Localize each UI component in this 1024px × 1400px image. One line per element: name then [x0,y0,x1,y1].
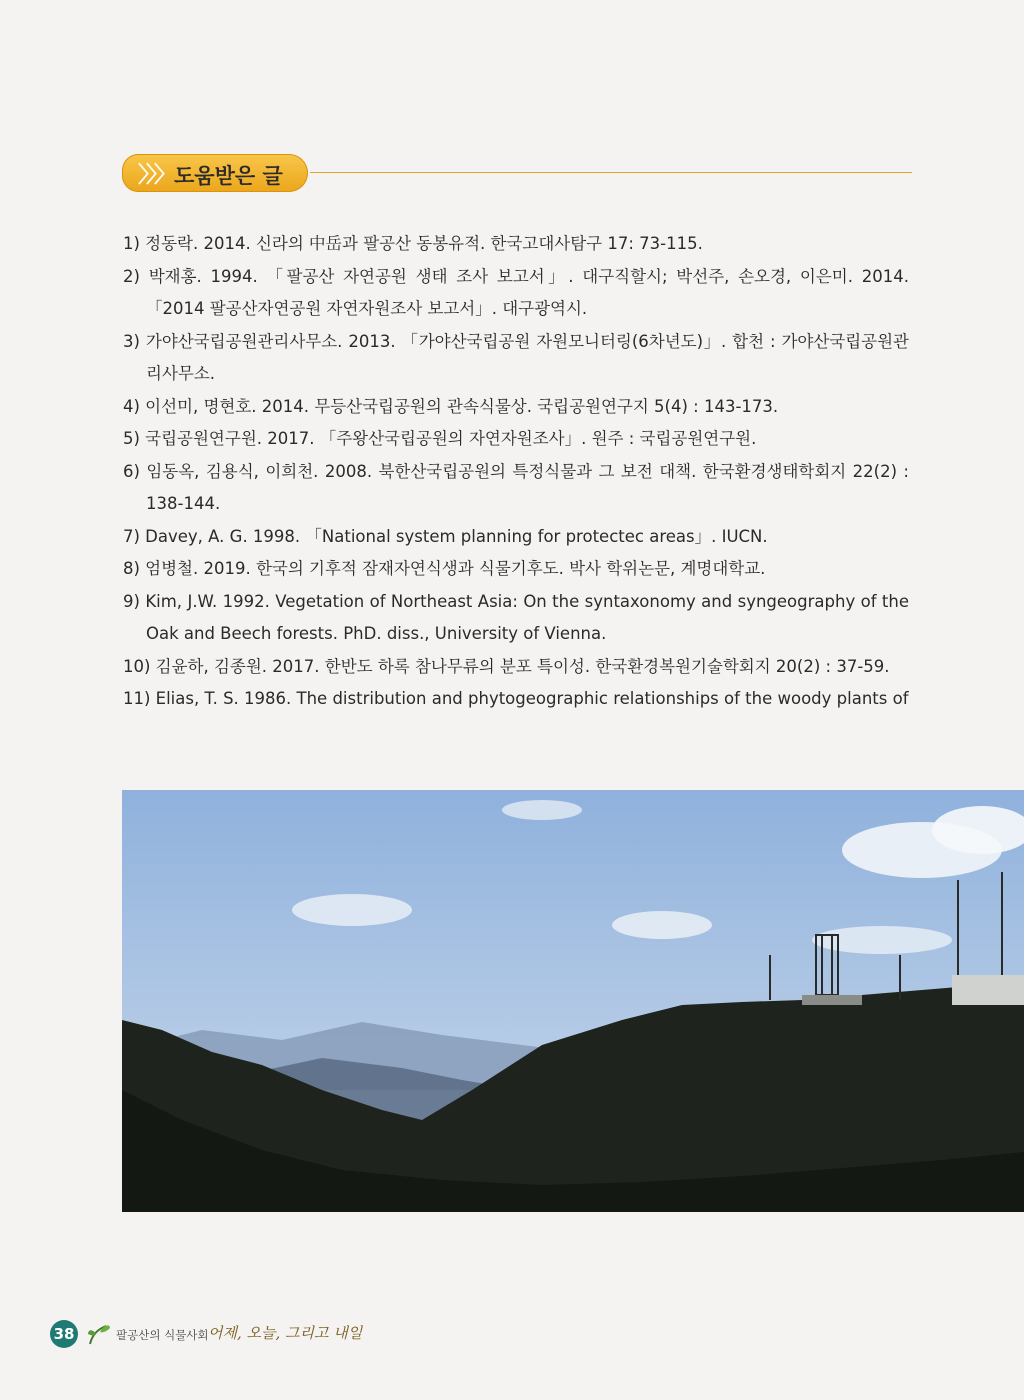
reference-item: 6) 임동옥, 김용식, 이희천. 2008. 북한산국립공원의 특정식물과 그 보전 대책. 한국환경생태학회지 22(2) : 138-144. [123,461,909,513]
reference-item: 4) 이선미, 명현호. 2014. 무등산국립공원의 관속식물상. 국립공원연구지 5(4) : 143-173. [123,396,779,416]
heading-rule [310,172,912,173]
reference-item: 10) 김윤하, 김종원. 2017. 한반도 하록 참나무류의 분포 특이성. 한국환경복원기술학회지 20(2) : 37-59. [123,656,890,676]
leaf-icon [86,1322,112,1346]
page-number: 38 [50,1320,78,1348]
reference-item: 11) Elias, T. S. 1986. The distribution and phytogeographic relationships of the woody plants of [123,689,909,708]
mountain-photo [122,790,1024,1212]
book-title: 팔공산의 식물사회 [116,1328,209,1342]
heading-pill [122,154,308,192]
book-subtitle: 어제, 오늘, 그리고 내일 [208,1324,363,1342]
reference-item: 3) 가야산국립공원관리사무소. 2013. 「가야산국립공원 자원모니터링(6차년도)」. 합천 : 가야산국립공원관리사무소. [123,331,909,383]
reference-item: 5) 국립공원연구원. 2017. 「주왕산국립공원의 자연자원조사」. 원주 : 국립공원연구원. [123,429,757,448]
reference-list [123,228,909,716]
section-heading [122,154,912,192]
reference-item: 7) Davey, A. G. 1998. 「National system planning for protectec areas」. IUCN. [123,526,768,546]
reference-item: 2) 박재홍. 1994. 「팔공산 자연공원 생태 조사 보고서」. 대구직할시; 박선주, 손오경, 이은미. 2014. 「2014 팔공산자연공원 자연자원조사 보고서」. 대구광역시. [123,266,909,318]
page-footer [50,1320,450,1348]
chevron-icon: 〉〉〉 [138,163,174,188]
heading-title: 도움받은 글 [174,164,283,188]
reference-item: 8) 엄병철. 2019. 한국의 기후적 잠재자연식생과 식물기후도. 박사 학위논문, 계명대학교. [123,559,766,578]
reference-item: 9) Kim, J.W. 1992. Vegetation of Northeast Asia: On the syntaxonomy and syngeography of the Oak and Beech forests. PhD. diss., University of Vienna. [123,591,909,643]
reference-item: 1) 정동락. 2014. 신라의 中岳과 팔공산 동봉유적. 한국고대사탐구 17: 73-115. [123,234,703,253]
